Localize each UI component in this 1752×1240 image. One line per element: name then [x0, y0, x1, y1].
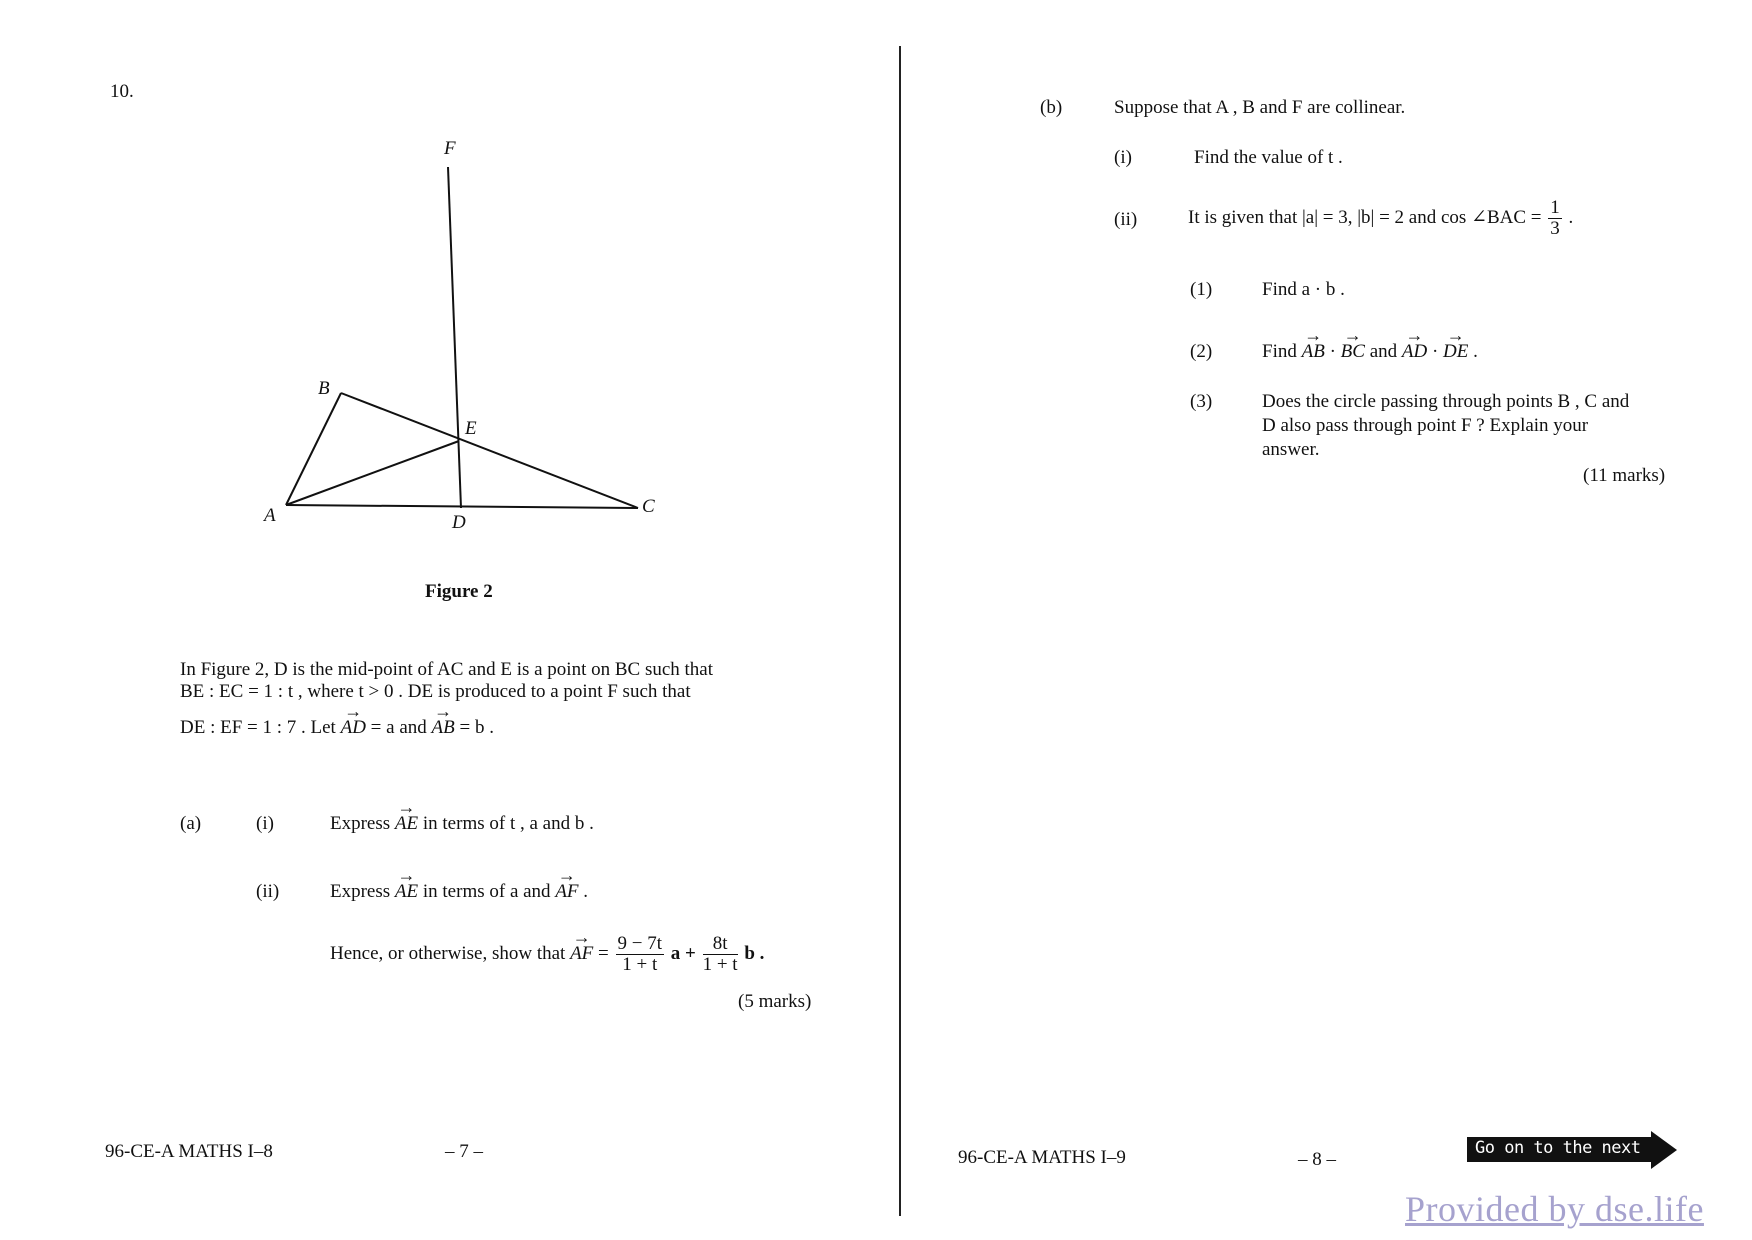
- part-a-ii-express: Express: [330, 881, 391, 902]
- intro-line-3: [180, 716, 494, 740]
- fraction-2-numerator: 8t: [703, 934, 738, 955]
- figure-caption: Figure 2: [425, 581, 493, 602]
- label-C: C: [642, 496, 655, 517]
- vector-AE: → AE: [395, 812, 418, 836]
- part-b-marks: (11 marks): [1583, 465, 1666, 486]
- page-divider: [899, 46, 901, 1216]
- vector-AB: → AB: [432, 716, 455, 740]
- part-a-i-rest: in terms of t , a and b .: [422, 813, 594, 834]
- hence-tail: b .: [744, 942, 765, 964]
- dot-product-2: ·: [1431, 341, 1439, 362]
- part-b-ii-text: [1188, 198, 1573, 239]
- sub-2-text: [1262, 340, 1478, 364]
- next-page-label: Go on to the next page: [1475, 1138, 1641, 1178]
- part-b-intro: Suppose that A , B and F are collinear.: [1114, 97, 1406, 118]
- sub-3-line-2: D also pass through point F ? Explain your: [1262, 415, 1589, 436]
- fraction-one-third-denominator: 3: [1550, 218, 1560, 239]
- segment-AC: [286, 505, 638, 508]
- label-A: A: [264, 505, 276, 526]
- part-a-i-label: (i): [256, 813, 274, 834]
- intro-eq-b: = b .: [459, 717, 494, 738]
- part-b-ii-label: (ii): [1114, 209, 1138, 230]
- sub-1-label: (1): [1190, 279, 1213, 300]
- question-number: 10.: [110, 81, 134, 102]
- sub-3-line-1: Does the circle passing through points B , C and: [1262, 391, 1630, 412]
- dot-product-1: ·: [1329, 341, 1336, 362]
- part-b-label: (b): [1040, 97, 1063, 118]
- part-a-i-text: [330, 812, 594, 836]
- hence-equals: =: [598, 942, 609, 964]
- sub-3-line-3: answer.: [1262, 439, 1320, 460]
- footer-right-page: – 8 –: [1298, 1149, 1336, 1170]
- fraction-1: [616, 934, 665, 975]
- sub-1-text: Find a · b .: [1262, 279, 1345, 300]
- vector-AF: → AF: [555, 880, 578, 904]
- footer-left-code: 96-CE-A MATHS I–8: [105, 1141, 273, 1162]
- part-a-marks: (5 marks): [738, 991, 812, 1012]
- footer-right-code: 96-CE-A MATHS I–9: [958, 1147, 1126, 1168]
- vector-DE: → DE: [1443, 340, 1468, 364]
- segment-BC: [341, 393, 638, 508]
- part-b-i-label: (i): [1114, 147, 1132, 168]
- part-b-ii-tail: .: [1568, 206, 1574, 228]
- sub-2-label: (2): [1190, 341, 1213, 362]
- intro-line-2: BE : EC = 1 : t , where t > 0 . DE is produced to a point F such that: [180, 681, 691, 702]
- vector-AE: → AE: [395, 880, 418, 904]
- segment-DF: [448, 167, 461, 508]
- footer-left-page: – 7 –: [445, 1141, 483, 1162]
- figure-2-diagram: [240, 130, 700, 540]
- part-a-i-express: Express: [330, 813, 391, 834]
- part-a-hence: [330, 934, 764, 975]
- intro-let-text: DE : EF = 1 : 7 . Let: [180, 717, 336, 738]
- vector-AD: → AD: [1402, 340, 1427, 364]
- part-b-ii-given: It is given that |a| = 3, |b| = 2 and cos ∠BAC =: [1188, 206, 1542, 228]
- label-B: B: [318, 378, 330, 399]
- fraction-1-denominator: 1 + t: [622, 954, 658, 975]
- vector-AF: → AF: [570, 942, 593, 966]
- sub-3-label: (3): [1190, 391, 1213, 412]
- vector-AB: → AB: [1302, 340, 1325, 364]
- part-b-i-text: Find the value of t .: [1194, 147, 1343, 168]
- part-a-ii-label: (ii): [256, 881, 280, 902]
- fraction-1-numerator: 9 − 7t: [617, 933, 663, 954]
- intro-line-1: In Figure 2, D is the mid-point of AC and E is a point on BC such that: [180, 659, 714, 680]
- fraction-one-third: [1548, 198, 1562, 239]
- part-a-ii-end: .: [583, 881, 589, 902]
- fraction-2: [703, 934, 738, 975]
- hence-text: Hence, or otherwise, show that: [330, 942, 566, 964]
- fraction-2-denominator: 1 + t: [702, 954, 738, 975]
- vector-AD: → AD: [341, 716, 366, 740]
- part-a-ii-text: [330, 880, 588, 904]
- intro-eq-a: = a and: [370, 717, 427, 738]
- label-E: E: [465, 418, 477, 439]
- sub-2-find: Find: [1262, 341, 1297, 362]
- go-to-next-page-banner: [1467, 1131, 1687, 1178]
- label-F: F: [444, 138, 456, 159]
- vector-BC: → BC: [1341, 340, 1365, 364]
- label-D: D: [452, 512, 466, 533]
- hence-plus: a +: [670, 942, 696, 964]
- sub-2-and: and: [1369, 341, 1398, 362]
- part-a-label: (a): [180, 813, 202, 834]
- sub-2-tail: .: [1473, 341, 1478, 362]
- fraction-one-third-numerator: 1: [1550, 197, 1560, 218]
- watermark-link[interactable]: Provided by dse.life: [1405, 1189, 1704, 1229]
- part-a-ii-mid: in terms of a and: [422, 881, 551, 902]
